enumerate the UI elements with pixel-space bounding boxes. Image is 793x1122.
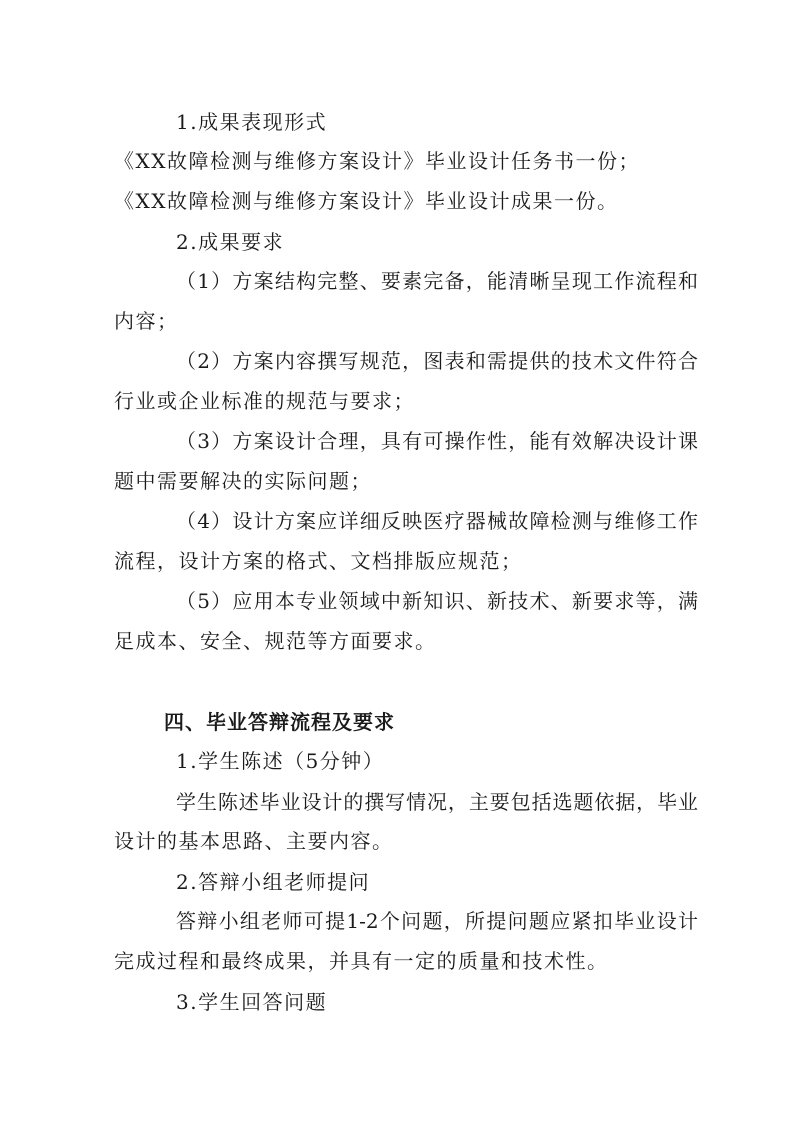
result-item-design-result: 《XX故障检测与维修方案设计》毕业设计成果一份。: [114, 189, 619, 213]
requirement-3-line-1: （3）方案设计合理，具有可操作性，能有效解决设计课: [176, 429, 698, 453]
requirement-2-line-2: 行业或企业标准的规范与要求；: [114, 389, 415, 413]
requirement-2-line-1: （2）方案内容撰写规范，图表和需提供的技术文件符合: [176, 349, 698, 373]
requirement-1-line-2: 内容；: [114, 309, 179, 333]
subheading-student-statement: 1.学生陈述（5分钟）: [176, 749, 385, 773]
questions-paragraph-line-1: 答辩小组老师可提1-2个问题，所提问题应紧扣毕业设计: [176, 909, 698, 933]
result-item-task-book: 《XX故障检测与维修方案设计》毕业设计任务书一份；: [114, 149, 640, 173]
section-heading-defense: 四、毕业答辩流程及要求: [164, 710, 395, 734]
requirement-1-line-1: （1）方案结构完整、要素完备，能清晰呈现工作流程和: [176, 269, 698, 293]
requirement-5-line-2: 足成本、安全、规范等方面要求。: [114, 629, 437, 653]
subheading-result-requirements: 2.成果要求: [176, 230, 285, 254]
statement-paragraph-line-2: 设计的基本思路、主要内容。: [114, 829, 394, 853]
subheading-result-form: 1.成果表现形式: [176, 110, 328, 134]
requirement-3-line-2: 题中需要解决的实际问题；: [114, 469, 372, 493]
questions-paragraph-line-2: 完成过程和最终成果，并具有一定的质量和技术性。: [114, 949, 609, 973]
requirement-4-line-1: （4）设计方案应详细反映医疗器械故障检测与维修工作: [176, 509, 698, 533]
requirement-5-line-1: （5）应用本专业领域中新知识、新技术、新要求等，满: [176, 589, 698, 613]
statement-paragraph-line-1: 学生陈述毕业设计的撰写情况，主要包括选题依据，毕业: [176, 790, 698, 814]
subheading-panel-questions: 2.答辩小组老师提问: [176, 870, 371, 894]
subheading-student-answers: 3.学生回答问题: [176, 990, 328, 1014]
requirement-4-line-2: 流程，设计方案的格式、文档排版应规范；: [114, 549, 523, 573]
